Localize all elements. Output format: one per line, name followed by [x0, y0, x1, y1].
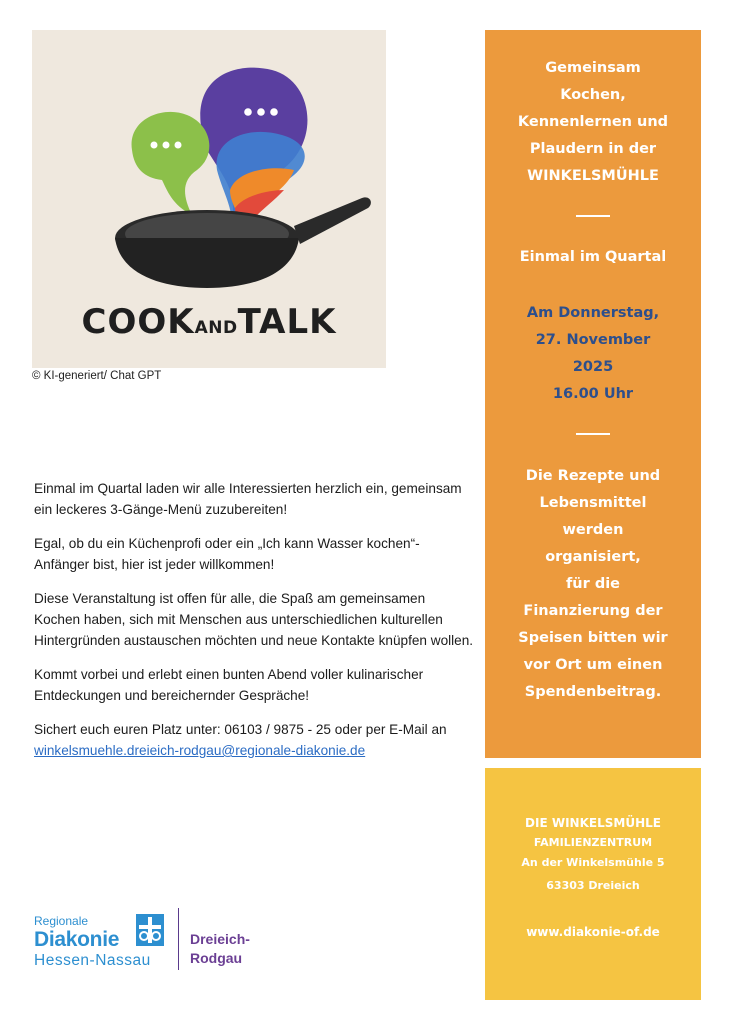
info-line: Speisen bitten wir: [518, 630, 668, 646]
divider: [576, 433, 610, 435]
contact-subtitle: FAMILIENZENTRUM: [533, 836, 653, 849]
diakonie-cross-icon: [136, 914, 164, 946]
logo-region: [190, 930, 250, 968]
cook-and-talk-logo: [32, 30, 386, 368]
divider: [576, 215, 610, 217]
event-frequency: Einmal im Quartal: [519, 249, 667, 265]
event-details: [485, 463, 701, 706]
event-info-panel: [485, 30, 701, 758]
contact-street: An der Winkelsmühle 5: [521, 856, 665, 869]
info-line: für die: [565, 576, 620, 592]
intro-line: WINKELSMÜHLE: [527, 168, 659, 184]
info-line: Spendenbeitrag.: [524, 684, 662, 700]
event-intro: [485, 55, 701, 190]
paragraph-welcome: Egal, ob du ein Küchenprofi oder ein „Ich kann Wasser kochen“-Anfänger bist, hier ist jeder willkommen!: [34, 536, 420, 572]
info-line: vor Ort um einen: [523, 657, 663, 673]
registration-text: Sichert euch euren Platz unter: 06103 / 9875 - 25 oder per E-Mail an: [34, 722, 447, 737]
logo-word-talk: TALK: [237, 302, 337, 342]
date-line: 16.00 Uhr: [552, 386, 634, 402]
info-line: werden: [562, 522, 624, 538]
date-line: 27. November: [535, 332, 651, 348]
info-line: Finanzierung der: [523, 603, 663, 619]
website-link[interactable]: www.diakonie-of.de: [526, 925, 660, 939]
logo-regionale: Regionale: [34, 914, 89, 928]
intro-line: Kochen,: [560, 87, 626, 103]
intro-line: Gemeinsam: [545, 60, 641, 76]
info-line: Lebensmittel: [539, 495, 647, 511]
intro-line: Kennenlernen und: [517, 114, 669, 130]
logo-wordmark: [32, 302, 386, 342]
logo-diakonie: Diakonie: [34, 928, 120, 951]
date-line: 2025: [572, 359, 614, 375]
paragraph-intro: Einmal im Quartal laden wir alle Interessierten herzlich ein, gemeinsam ein leckeres 3-Gänge-Menü zuzubereiten!: [34, 481, 462, 517]
intro-line: Plaudern in der: [529, 141, 657, 157]
event-date: [485, 300, 701, 408]
logo-divider: [178, 908, 179, 970]
logo-word-cook: COOK: [81, 302, 195, 342]
paragraph-registration: [34, 719, 474, 761]
paragraph-open-for-all: Diese Veranstaltung ist offen für alle, die Spaß am gemeinsamen Kochen haben, sich mit Menschen aus unterschiedlichen kulturellen Hintergründen austauschen möchten und neue Kontakte knüpfen wollen.: [34, 591, 474, 648]
main-text: [34, 478, 474, 774]
region-line: Dreieich-: [190, 931, 250, 947]
date-line: Am Donnerstag,: [526, 305, 660, 321]
contact-panel: [485, 768, 701, 1000]
image-copyright: © KI-generiert/ Chat GPT: [32, 370, 162, 382]
logo-hessen-nassau: Hessen-Nassau: [34, 952, 151, 969]
email-link[interactable]: winkelsmuehle.dreieich-rodgau@regionale-diakonie.de: [34, 743, 366, 758]
contact-name: DIE WINKELSMÜHLE: [525, 816, 661, 830]
contact-city: 63303 Dreieich: [546, 879, 640, 892]
info-line: Die Rezepte und: [525, 468, 661, 484]
region-line: Rodgau: [190, 950, 243, 966]
logo-word-and: AND: [194, 318, 238, 338]
paragraph-invitation: Kommt vorbei und erlebt einen bunten Abend voller kulinarischer Entdeckungen und bereichernder Gespräche!: [34, 667, 424, 703]
info-line: organisiert,: [545, 549, 641, 565]
